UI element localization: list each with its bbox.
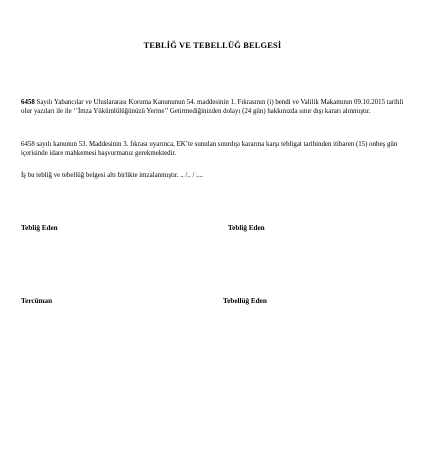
paragraph-appeal: 6458 sayılı kanunun 53. Maddesinin 3. fıkrası uyarınca, EK’te sunulan sınırdışı kararına karşı tebligat tarihinden itibaren (15) onbeş gün içerisinde idare mahkemesi başvurmanız gerekmektedir. [21,141,398,158]
law-number: 6458 [21,99,35,106]
signature-recipient: Tebellüğ Eden [223,297,267,305]
signature-translator: Tercüman [21,297,53,305]
document-title: TEBLİĞ VE TEBELLÜĞ BELGESİ [143,41,282,50]
paragraph-decision-text: Sayılı Yabancılar ve Uluslararası Koruma Kanununun 54. maddesinin 1. Fıkrasının (i) bendi ve Valilik Makamının 09.10.2015 tarihli olur yazıları ile ile ‘’İmza Yükümlülüğünüzü Yerine’’ Getirmediğinizden dolayı (24 gün) hakkınızda sınır dışı kararı alınmıştır. [21,99,404,116]
paragraph-decision [21,98,406,117]
paragraph-signed: İş bu tebliğ ve tebellüğ belgesi altı birlikte imzalanmıştır. .. /.. / .... [21,172,203,179]
signature-notifier-right: Tebliğ Eden [228,224,265,232]
signature-notifier-left: Tebliğ Eden [21,224,58,232]
